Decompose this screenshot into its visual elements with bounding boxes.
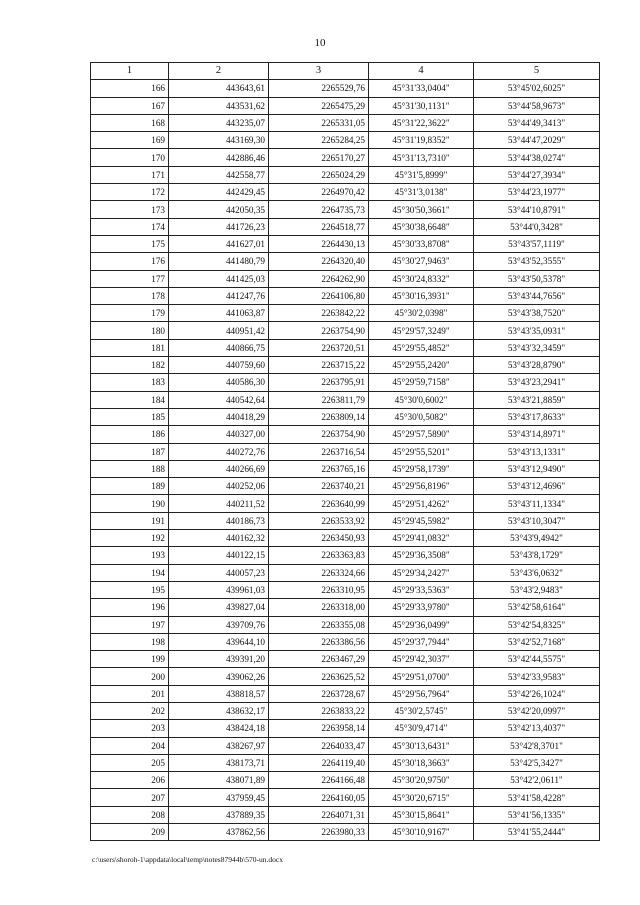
latitude-cell: 45°29'41,0832" xyxy=(369,530,474,547)
table-row xyxy=(91,270,600,287)
longitude-cell: 53°44'38,0274" xyxy=(474,149,600,166)
x-coordinate-cell: 440252,06 xyxy=(169,478,269,495)
latitude-cell: 45°30'24,8332" xyxy=(369,270,474,287)
table-row xyxy=(91,114,600,131)
x-coordinate-cell: 438267,97 xyxy=(169,737,269,754)
table-row xyxy=(91,685,600,702)
longitude-cell: 53°44'49,3413" xyxy=(474,114,600,131)
y-coordinate-cell: 2263450,93 xyxy=(269,530,369,547)
latitude-cell: 45°31'3,0138" xyxy=(369,184,474,201)
table-row xyxy=(91,564,600,581)
y-coordinate-cell: 2263715,22 xyxy=(269,357,369,374)
table-row xyxy=(91,530,600,547)
point-number-cell: 204 xyxy=(91,737,169,754)
x-coordinate-cell: 437862,56 xyxy=(169,824,269,841)
x-coordinate-cell: 442429,45 xyxy=(169,184,269,201)
point-number-cell: 179 xyxy=(91,305,169,322)
longitude-cell: 53°43'8,1729" xyxy=(474,547,600,564)
longitude-cell: 53°44'0,3428" xyxy=(474,218,600,235)
longitude-cell: 53°43'12,4696" xyxy=(474,478,600,495)
latitude-cell: 45°30'20,9750" xyxy=(369,772,474,789)
x-coordinate-cell: 438818,57 xyxy=(169,685,269,702)
latitude-cell: 45°30'9,4714" xyxy=(369,720,474,737)
footer-file-path: c:\users\shoroh-1\appdata\local\temp\notes87944b\570-un.docx xyxy=(92,855,284,864)
longitude-cell: 53°43'10,3047" xyxy=(474,512,600,529)
latitude-cell: 45°29'57,5890" xyxy=(369,426,474,443)
x-coordinate-cell: 440057,23 xyxy=(169,564,269,581)
y-coordinate-cell: 2264262,90 xyxy=(269,270,369,287)
x-coordinate-cell: 442050,35 xyxy=(169,201,269,218)
longitude-cell: 53°44'47,2029" xyxy=(474,132,600,149)
point-number-cell: 199 xyxy=(91,651,169,668)
x-coordinate-cell: 440586,30 xyxy=(169,374,269,391)
longitude-cell: 53°43'44,7656" xyxy=(474,287,600,304)
y-coordinate-cell: 2263533,92 xyxy=(269,512,369,529)
x-coordinate-cell: 438071,89 xyxy=(169,772,269,789)
x-coordinate-cell: 438632,17 xyxy=(169,702,269,719)
longitude-cell: 53°42'26,1024" xyxy=(474,685,600,702)
page-number: 10 xyxy=(314,37,326,49)
table-row xyxy=(91,408,600,425)
longitude-cell: 53°42'8,3701" xyxy=(474,737,600,754)
coordinates-table-body xyxy=(91,63,600,841)
y-coordinate-cell: 2263754,90 xyxy=(269,426,369,443)
point-number-cell: 187 xyxy=(91,443,169,460)
y-coordinate-cell: 2265024,29 xyxy=(269,166,369,183)
y-coordinate-cell: 2263363,83 xyxy=(269,547,369,564)
column-header: 3 xyxy=(269,63,369,80)
y-coordinate-cell: 2263310,95 xyxy=(269,581,369,598)
point-number-cell: 197 xyxy=(91,616,169,633)
longitude-cell: 53°42'13,4037" xyxy=(474,720,600,737)
latitude-cell: 45°31'5,8999" xyxy=(369,166,474,183)
longitude-cell: 53°42'58,6164" xyxy=(474,599,600,616)
latitude-cell: 45°29'59,7158" xyxy=(369,374,474,391)
y-coordinate-cell: 2263467,29 xyxy=(269,651,369,668)
y-coordinate-cell: 2263795,91 xyxy=(269,374,369,391)
point-number-cell: 203 xyxy=(91,720,169,737)
x-coordinate-cell: 440211,52 xyxy=(169,495,269,512)
table-row xyxy=(91,616,600,633)
longitude-cell: 53°44'27,3934" xyxy=(474,166,600,183)
latitude-cell: 45°30'38,6648" xyxy=(369,218,474,235)
table-row xyxy=(91,235,600,252)
latitude-cell: 45°30'2,5745" xyxy=(369,702,474,719)
longitude-cell: 53°43'23,2941" xyxy=(474,374,600,391)
latitude-cell: 45°30'27,9463" xyxy=(369,253,474,270)
latitude-cell: 45°29'55,4852" xyxy=(369,339,474,356)
point-number-cell: 169 xyxy=(91,132,169,149)
x-coordinate-cell: 443643,61 xyxy=(169,80,269,97)
point-number-cell: 198 xyxy=(91,633,169,650)
point-number-cell: 190 xyxy=(91,495,169,512)
point-number-cell: 209 xyxy=(91,824,169,841)
latitude-cell: 45°29'36,0499" xyxy=(369,616,474,633)
x-coordinate-cell: 443235,07 xyxy=(169,114,269,131)
y-coordinate-cell: 2265475,29 xyxy=(269,97,369,114)
table-row xyxy=(91,201,600,218)
longitude-cell: 53°43'50,5378" xyxy=(474,270,600,287)
longitude-cell: 53°43'21,8859" xyxy=(474,391,600,408)
point-number-cell: 178 xyxy=(91,287,169,304)
column-header: 2 xyxy=(169,63,269,80)
latitude-cell: 45°30'0,6002" xyxy=(369,391,474,408)
latitude-cell: 45°29'51,0700" xyxy=(369,668,474,685)
table-row xyxy=(91,132,600,149)
longitude-cell: 53°43'14,8971" xyxy=(474,426,600,443)
x-coordinate-cell: 437889,35 xyxy=(169,806,269,823)
x-coordinate-cell: 439961,03 xyxy=(169,581,269,598)
x-coordinate-cell: 443169,30 xyxy=(169,132,269,149)
y-coordinate-cell: 2263318,00 xyxy=(269,599,369,616)
table-row xyxy=(91,495,600,512)
y-coordinate-cell: 2263740,21 xyxy=(269,478,369,495)
latitude-cell: 45°31'22,3622" xyxy=(369,114,474,131)
table-row xyxy=(91,668,600,685)
latitude-cell: 45°30'18,3663" xyxy=(369,754,474,771)
longitude-cell: 53°43'12,9490" xyxy=(474,460,600,477)
point-number-cell: 201 xyxy=(91,685,169,702)
x-coordinate-cell: 441425,03 xyxy=(169,270,269,287)
table-row xyxy=(91,374,600,391)
point-number-cell: 177 xyxy=(91,270,169,287)
column-header: 5 xyxy=(474,63,600,80)
table-row xyxy=(91,253,600,270)
x-coordinate-cell: 440542,64 xyxy=(169,391,269,408)
longitude-cell: 53°43'32,3459" xyxy=(474,339,600,356)
latitude-cell: 45°29'51,4262" xyxy=(369,495,474,512)
y-coordinate-cell: 2263811,79 xyxy=(269,391,369,408)
latitude-cell: 45°29'42,3037" xyxy=(369,651,474,668)
y-coordinate-cell: 2263625,52 xyxy=(269,668,369,685)
table-row xyxy=(91,426,600,443)
latitude-cell: 45°29'45,5982" xyxy=(369,512,474,529)
latitude-cell: 45°29'56,8196" xyxy=(369,478,474,495)
longitude-cell: 53°42'52,7168" xyxy=(474,633,600,650)
latitude-cell: 45°30'2,0398" xyxy=(369,305,474,322)
latitude-cell: 45°29'58,1739" xyxy=(369,460,474,477)
latitude-cell: 45°30'0,5082" xyxy=(369,408,474,425)
latitude-cell: 45°31'19,8352" xyxy=(369,132,474,149)
x-coordinate-cell: 440759,60 xyxy=(169,357,269,374)
coordinates-table xyxy=(90,62,600,841)
table-row xyxy=(91,80,600,97)
x-coordinate-cell: 441726,23 xyxy=(169,218,269,235)
table-row xyxy=(91,460,600,477)
longitude-cell: 53°42'54,8325" xyxy=(474,616,600,633)
latitude-cell: 45°29'56,7964" xyxy=(369,685,474,702)
point-number-cell: 182 xyxy=(91,357,169,374)
x-coordinate-cell: 440186,73 xyxy=(169,512,269,529)
x-coordinate-cell: 440866,75 xyxy=(169,339,269,356)
x-coordinate-cell: 439827,04 xyxy=(169,599,269,616)
x-coordinate-cell: 438424,18 xyxy=(169,720,269,737)
point-number-cell: 175 xyxy=(91,235,169,252)
latitude-cell: 45°29'34,2427" xyxy=(369,564,474,581)
point-number-cell: 192 xyxy=(91,530,169,547)
y-coordinate-cell: 2264033,47 xyxy=(269,737,369,754)
longitude-cell: 53°43'52,3555" xyxy=(474,253,600,270)
longitude-cell: 53°44'23,1977" xyxy=(474,184,600,201)
longitude-cell: 53°43'38,7520" xyxy=(474,305,600,322)
longitude-cell: 53°42'44,5575" xyxy=(474,651,600,668)
table-row xyxy=(91,305,600,322)
y-coordinate-cell: 2263728,67 xyxy=(269,685,369,702)
table-row xyxy=(91,287,600,304)
point-number-cell: 180 xyxy=(91,322,169,339)
longitude-cell: 53°43'9,4942" xyxy=(474,530,600,547)
latitude-cell: 45°29'37,7944" xyxy=(369,633,474,650)
point-number-cell: 188 xyxy=(91,460,169,477)
x-coordinate-cell: 440272,76 xyxy=(169,443,269,460)
point-number-cell: 183 xyxy=(91,374,169,391)
y-coordinate-cell: 2264735,73 xyxy=(269,201,369,218)
point-number-cell: 184 xyxy=(91,391,169,408)
longitude-cell: 53°43'28,8790" xyxy=(474,357,600,374)
point-number-cell: 176 xyxy=(91,253,169,270)
table-row xyxy=(91,166,600,183)
y-coordinate-cell: 2264119,40 xyxy=(269,754,369,771)
table-row xyxy=(91,737,600,754)
y-coordinate-cell: 2264071,31 xyxy=(269,806,369,823)
point-number-cell: 195 xyxy=(91,581,169,598)
latitude-cell: 45°30'50,3661" xyxy=(369,201,474,218)
table-row xyxy=(91,806,600,823)
table-row xyxy=(91,754,600,771)
point-number-cell: 191 xyxy=(91,512,169,529)
point-number-cell: 181 xyxy=(91,339,169,356)
longitude-cell: 53°42'33,9583" xyxy=(474,668,600,685)
y-coordinate-cell: 2263842,22 xyxy=(269,305,369,322)
y-coordinate-cell: 2264970,42 xyxy=(269,184,369,201)
y-coordinate-cell: 2263386,56 xyxy=(269,633,369,650)
y-coordinate-cell: 2263355,08 xyxy=(269,616,369,633)
y-coordinate-cell: 2263754,90 xyxy=(269,322,369,339)
y-coordinate-cell: 2263833,22 xyxy=(269,702,369,719)
point-number-cell: 196 xyxy=(91,599,169,616)
column-header: 1 xyxy=(91,63,169,80)
point-number-cell: 205 xyxy=(91,754,169,771)
table-row xyxy=(91,443,600,460)
y-coordinate-cell: 2263765,16 xyxy=(269,460,369,477)
y-coordinate-cell: 2264320,40 xyxy=(269,253,369,270)
longitude-cell: 53°41'58,4228" xyxy=(474,789,600,806)
longitude-cell: 53°43'6,0632" xyxy=(474,564,600,581)
y-coordinate-cell: 2265331,05 xyxy=(269,114,369,131)
latitude-cell: 45°29'57,3249" xyxy=(369,322,474,339)
point-number-cell: 206 xyxy=(91,772,169,789)
latitude-cell: 45°30'13,6431" xyxy=(369,737,474,754)
table-row xyxy=(91,772,600,789)
table-row xyxy=(91,789,600,806)
point-number-cell: 185 xyxy=(91,408,169,425)
point-number-cell: 189 xyxy=(91,478,169,495)
longitude-cell: 53°43'35,0931" xyxy=(474,322,600,339)
latitude-cell: 45°29'55,2420" xyxy=(369,357,474,374)
y-coordinate-cell: 2263324,66 xyxy=(269,564,369,581)
longitude-cell: 53°43'13,1331" xyxy=(474,443,600,460)
latitude-cell: 45°29'33,9780" xyxy=(369,599,474,616)
table-row xyxy=(91,149,600,166)
y-coordinate-cell: 2265284,25 xyxy=(269,132,369,149)
longitude-cell: 53°42'5,3427" xyxy=(474,754,600,771)
longitude-cell: 53°44'58,9673" xyxy=(474,97,600,114)
latitude-cell: 45°30'16,3931" xyxy=(369,287,474,304)
x-coordinate-cell: 440122,15 xyxy=(169,547,269,564)
y-coordinate-cell: 2263640,99 xyxy=(269,495,369,512)
x-coordinate-cell: 439391,20 xyxy=(169,651,269,668)
x-coordinate-cell: 440327,00 xyxy=(169,426,269,443)
longitude-cell: 53°45'02,6025" xyxy=(474,80,600,97)
table-row xyxy=(91,478,600,495)
table-row xyxy=(91,184,600,201)
latitude-cell: 45°29'33,5363" xyxy=(369,581,474,598)
x-coordinate-cell: 442558,77 xyxy=(169,166,269,183)
x-coordinate-cell: 441480,79 xyxy=(169,253,269,270)
latitude-cell: 45°30'33,8708" xyxy=(369,235,474,252)
longitude-cell: 53°43'2,9483" xyxy=(474,581,600,598)
point-number-cell: 186 xyxy=(91,426,169,443)
y-coordinate-cell: 2263720,51 xyxy=(269,339,369,356)
x-coordinate-cell: 440162,32 xyxy=(169,530,269,547)
latitude-cell: 45°31'13,7310" xyxy=(369,149,474,166)
point-number-cell: 172 xyxy=(91,184,169,201)
point-number-cell: 170 xyxy=(91,149,169,166)
table-row xyxy=(91,633,600,650)
table-row xyxy=(91,651,600,668)
longitude-cell: 53°43'57,1119" xyxy=(474,235,600,252)
latitude-cell: 45°31'33,0404" xyxy=(369,80,474,97)
latitude-cell: 45°29'55,5201" xyxy=(369,443,474,460)
table-row xyxy=(91,581,600,598)
y-coordinate-cell: 2264430,13 xyxy=(269,235,369,252)
column-header: 4 xyxy=(369,63,474,80)
x-coordinate-cell: 443531,62 xyxy=(169,97,269,114)
point-number-cell: 166 xyxy=(91,80,169,97)
y-coordinate-cell: 2265529,76 xyxy=(269,80,369,97)
x-coordinate-cell: 439062,26 xyxy=(169,668,269,685)
point-number-cell: 173 xyxy=(91,201,169,218)
table-header-row xyxy=(91,63,600,80)
longitude-cell: 53°43'11,1334" xyxy=(474,495,600,512)
latitude-cell: 45°29'36,3508" xyxy=(369,547,474,564)
latitude-cell: 45°30'15,8641" xyxy=(369,806,474,823)
table-row xyxy=(91,391,600,408)
y-coordinate-cell: 2263980,33 xyxy=(269,824,369,841)
point-number-cell: 208 xyxy=(91,806,169,823)
x-coordinate-cell: 439644,10 xyxy=(169,633,269,650)
point-number-cell: 200 xyxy=(91,668,169,685)
point-number-cell: 174 xyxy=(91,218,169,235)
y-coordinate-cell: 2263809,14 xyxy=(269,408,369,425)
x-coordinate-cell: 439709,76 xyxy=(169,616,269,633)
latitude-cell: 45°30'20,6715" xyxy=(369,789,474,806)
table-row xyxy=(91,599,600,616)
table-row xyxy=(91,97,600,114)
y-coordinate-cell: 2264106,80 xyxy=(269,287,369,304)
longitude-cell: 53°41'56,1335" xyxy=(474,806,600,823)
y-coordinate-cell: 2264166,48 xyxy=(269,772,369,789)
point-number-cell: 167 xyxy=(91,97,169,114)
point-number-cell: 207 xyxy=(91,789,169,806)
table-row xyxy=(91,218,600,235)
table-row xyxy=(91,702,600,719)
table-row xyxy=(91,824,600,841)
table-row xyxy=(91,357,600,374)
x-coordinate-cell: 438173,71 xyxy=(169,754,269,771)
y-coordinate-cell: 2264160,05 xyxy=(269,789,369,806)
longitude-cell: 53°41'55,2444" xyxy=(474,824,600,841)
table-row xyxy=(91,547,600,564)
point-number-cell: 193 xyxy=(91,547,169,564)
x-coordinate-cell: 441627,01 xyxy=(169,235,269,252)
point-number-cell: 171 xyxy=(91,166,169,183)
x-coordinate-cell: 437959,45 xyxy=(169,789,269,806)
x-coordinate-cell: 441063,87 xyxy=(169,305,269,322)
latitude-cell: 45°31'30,1131" xyxy=(369,97,474,114)
y-coordinate-cell: 2264518,77 xyxy=(269,218,369,235)
latitude-cell: 45°30'10,9167" xyxy=(369,824,474,841)
longitude-cell: 53°43'17,8633" xyxy=(474,408,600,425)
x-coordinate-cell: 442886,46 xyxy=(169,149,269,166)
longitude-cell: 53°42'20,0997" xyxy=(474,702,600,719)
table-row xyxy=(91,512,600,529)
point-number-cell: 202 xyxy=(91,702,169,719)
point-number-cell: 194 xyxy=(91,564,169,581)
longitude-cell: 53°44'10,8791" xyxy=(474,201,600,218)
x-coordinate-cell: 440418,29 xyxy=(169,408,269,425)
table-row xyxy=(91,322,600,339)
x-coordinate-cell: 441247,76 xyxy=(169,287,269,304)
y-coordinate-cell: 2265170,27 xyxy=(269,149,369,166)
table-row xyxy=(91,720,600,737)
y-coordinate-cell: 2263958,14 xyxy=(269,720,369,737)
x-coordinate-cell: 440951,42 xyxy=(169,322,269,339)
y-coordinate-cell: 2263716,54 xyxy=(269,443,369,460)
x-coordinate-cell: 440266,69 xyxy=(169,460,269,477)
longitude-cell: 53°42'2,0611" xyxy=(474,772,600,789)
point-number-cell: 168 xyxy=(91,114,169,131)
table-row xyxy=(91,339,600,356)
